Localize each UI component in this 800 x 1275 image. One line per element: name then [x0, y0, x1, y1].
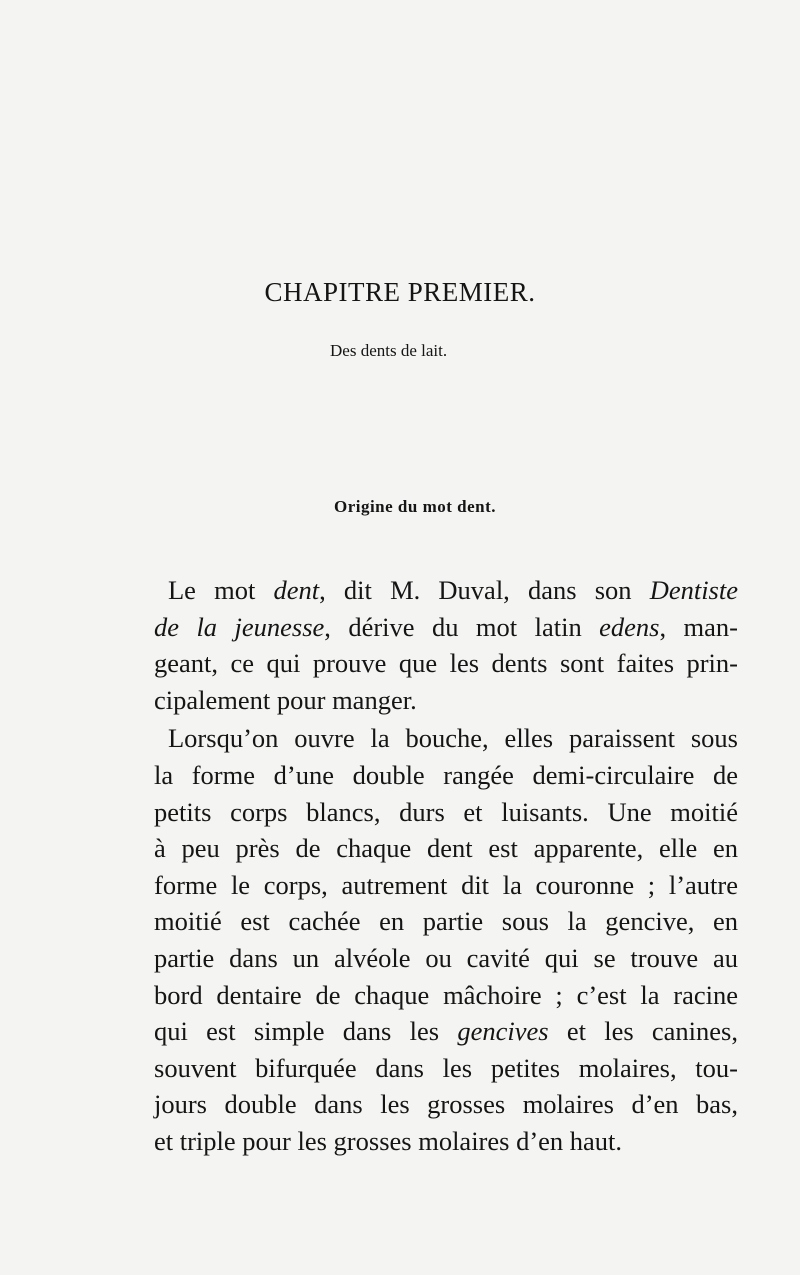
text-line: la forme d’une double rangée demi-circulaire de — [154, 759, 738, 790]
text-line: souvent bifurquée dans les petites molaires, tou- — [154, 1052, 738, 1083]
chapter-subtitle: Des dents de lait. — [330, 341, 448, 360]
paragraph-1 — [140, 572, 738, 718]
body-text — [140, 572, 738, 1160]
paragraph-2 — [140, 720, 738, 1159]
text-line: qui est simple dans les gencives et les canines, — [154, 1016, 738, 1047]
text-line: partie dans un alvéole ou cavité qui se trouve au — [154, 942, 738, 973]
text-line: forme le corps, autrement dit la couronne ; l’autre — [154, 869, 738, 900]
text-line: et triple pour les grosses molaires d’en haut. — [154, 1125, 623, 1156]
text-line: moitié est cachée en partie sous la gencive, en — [154, 906, 738, 937]
text-line: Le mot dent, dit M. Duval, dans son Dentiste — [168, 575, 738, 605]
chapter-title: CHAPITRE PREMIER. — [264, 277, 536, 307]
text-line: jours double dans les grosses molaires d’en bas, — [154, 1089, 738, 1120]
text-line: cipalement pour manger. — [154, 684, 417, 715]
text-line: bord dentaire de chaque mâchoire ; c’est la racine — [154, 979, 738, 1010]
text-line: Lorsqu’on ouvre la bouche, elles paraissent sous — [168, 723, 738, 754]
text-line: à peu près de chaque dent est apparente, elle en — [154, 833, 738, 864]
text-line: petits corps blancs, durs et luisants. Une moitié — [154, 796, 738, 827]
section-title: Origine du mot dent. — [333, 497, 497, 516]
text-line: geant, ce qui prouve que les dents sont faites prin- — [154, 648, 738, 679]
text-line: de la jeunesse, dérive du mot latin edens, man- — [154, 611, 738, 642]
